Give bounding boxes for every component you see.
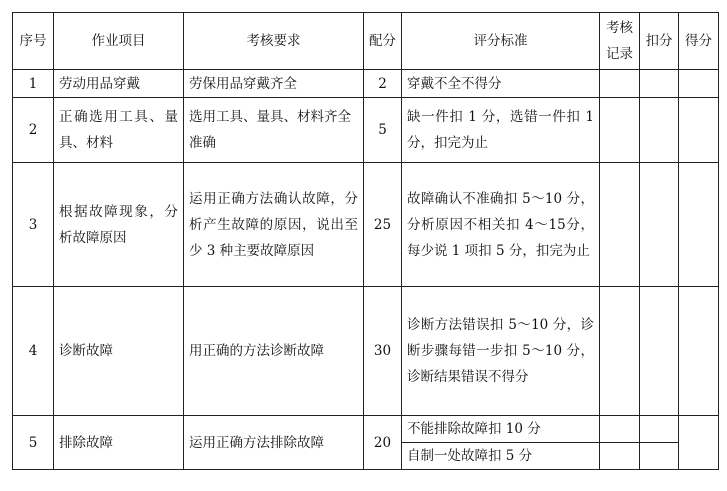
- cell-deduct: [640, 287, 679, 416]
- table-row: [13, 287, 719, 416]
- cell-item: 正确选用工具、量具、材料: [54, 98, 184, 163]
- cell-criteria: 穿戴不全不得分: [402, 70, 600, 98]
- cell-requirement: 用正确的方法诊断故障: [184, 287, 364, 416]
- table-row: [13, 98, 719, 163]
- cell-points: 25: [364, 163, 402, 287]
- header-item: 作业项目: [54, 13, 184, 70]
- cell-criteria: 自制一处故障扣 5 分: [402, 443, 600, 470]
- cell-score: [679, 416, 719, 470]
- cell-points: 5: [364, 98, 402, 163]
- cell-item: 排除故障: [54, 416, 184, 470]
- cell-requirement: 选用工具、量具、材料齐全准确: [184, 98, 364, 163]
- cell-seq: 4: [13, 287, 54, 416]
- header-record-line2: 记录: [606, 46, 633, 62]
- cell-score: [679, 163, 719, 287]
- cell-deduct: [640, 443, 679, 470]
- table-row: [13, 163, 719, 287]
- cell-seq: 3: [13, 163, 54, 287]
- cell-deduct: [640, 70, 679, 98]
- cell-record: [600, 287, 640, 416]
- cell-requirement: 运用正确方法确认故障，分析产生故障的原因，说出至少 3 种主要故障原因: [184, 163, 364, 287]
- cell-score: [679, 98, 719, 163]
- cell-seq: 2: [13, 98, 54, 163]
- header-points: 配分: [364, 13, 402, 70]
- header-score: 得分: [679, 13, 719, 70]
- header-requirement: 考核要求: [184, 13, 364, 70]
- cell-item: 劳动用品穿戴: [54, 70, 184, 98]
- header-row: [13, 13, 719, 70]
- cell-points: 2: [364, 70, 402, 98]
- cell-points: 30: [364, 287, 402, 416]
- cell-criteria: 缺一件扣 1 分，选错一件扣 1 分，扣完为止: [402, 98, 600, 163]
- header-seq: 序号: [13, 13, 54, 70]
- header-deduct: 扣分: [640, 13, 679, 70]
- cell-points: 20: [364, 416, 402, 470]
- cell-deduct: [640, 163, 679, 287]
- cell-score: [679, 70, 719, 98]
- cell-seq: 1: [13, 70, 54, 98]
- header-criteria: 评分标准: [402, 13, 600, 70]
- cell-deduct: [640, 416, 679, 443]
- cell-item: 诊断故障: [54, 287, 184, 416]
- cell-requirement: 运用正确方法排除故障: [184, 416, 364, 470]
- scoring-table: [12, 12, 719, 470]
- cell-record: [600, 163, 640, 287]
- cell-record: [600, 98, 640, 163]
- cell-seq: 5: [13, 416, 54, 470]
- cell-criteria: 故障确认不准确扣 5～10 分，分析原因不相关扣 4～15分，每少说 1 项扣 5 分，扣完为止: [402, 163, 600, 287]
- cell-requirement: 劳保用品穿戴齐全: [184, 70, 364, 98]
- header-record-line1: 考核: [606, 20, 633, 36]
- header-record: [600, 13, 640, 70]
- cell-deduct: [640, 98, 679, 163]
- cell-item: 根据故障现象，分析故障原因: [54, 163, 184, 287]
- cell-record: [600, 70, 640, 98]
- cell-record: [600, 416, 640, 443]
- cell-record: [600, 443, 640, 470]
- cell-criteria: 不能排除故障扣 10 分: [402, 416, 600, 443]
- cell-criteria: 诊断方法错误扣 5～10 分，诊断步骤每错一步扣 5～10 分，诊断结果错误不得分: [402, 287, 600, 416]
- table-row: [13, 416, 719, 443]
- table-row: [13, 70, 719, 98]
- cell-score: [679, 287, 719, 416]
